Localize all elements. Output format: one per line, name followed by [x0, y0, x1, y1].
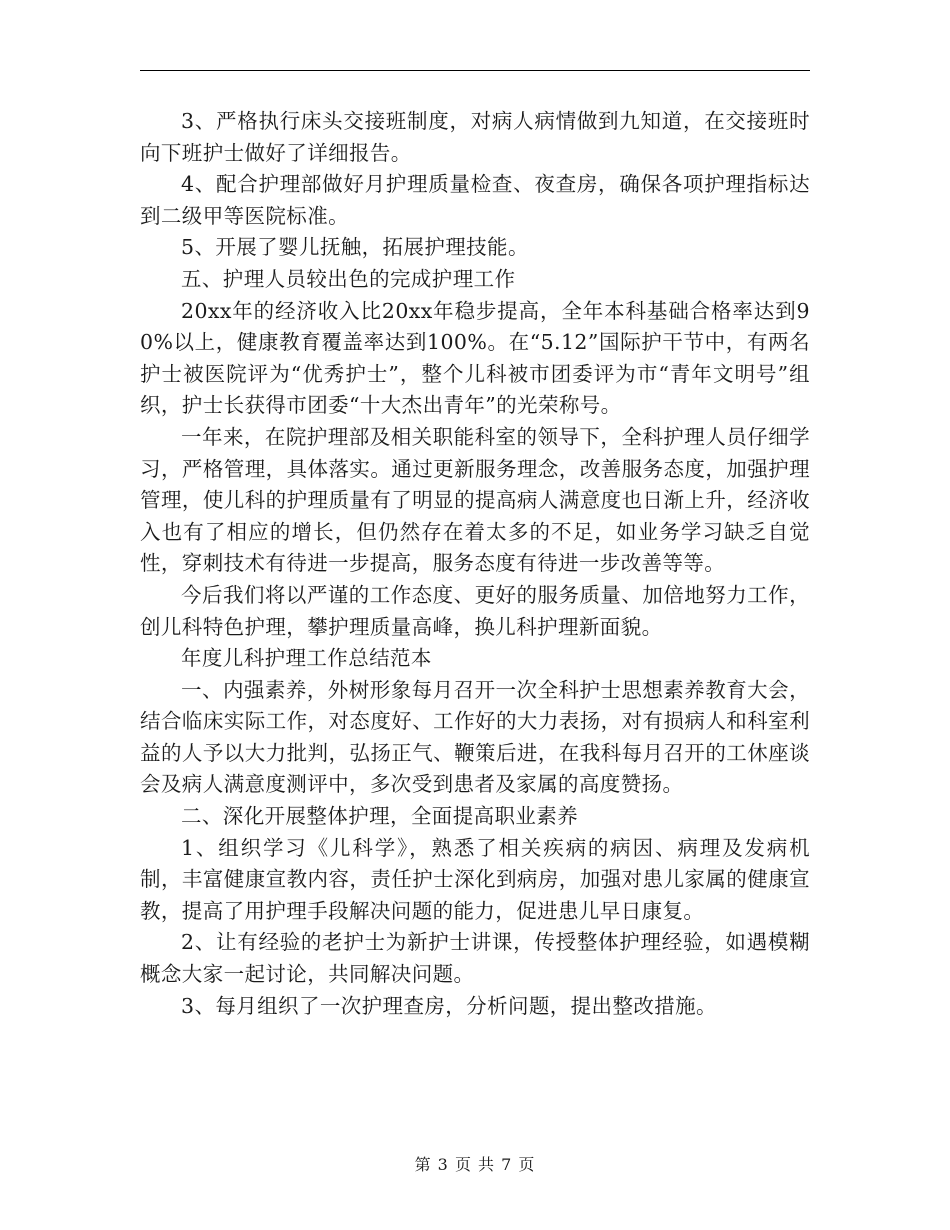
paragraph: 3、严格执行床头交接班制度，对病人病情做到九知道，在交接班时向下班护士做好了详细报告。	[140, 109, 810, 165]
paragraph: 5、开展了婴儿抚触，拓展护理技能。	[181, 235, 529, 260]
document-title: 年度儿科护理工作总结范本	[181, 646, 432, 671]
section-heading: 二、深化开展整体护理，全面提高职业素养	[181, 804, 579, 829]
paragraph: 4、配合护理部做好月护理质量检查、夜查房，确保各项护理指标达到二级甲等医院标准。	[140, 172, 810, 228]
header-rule	[140, 70, 810, 71]
document-body	[140, 106, 810, 1022]
paragraph: 20xx年的经济收入比20xx年稳步提高，全年本科基础合格率达到90%以上，健康教育覆盖率达到100%。在“5.12”国际护干节中，有两名护士被医院评为“优秀护士”，整个儿科被市团委评为市“青年文明号”组织，护士长获得市团委“十大杰出青年”的光荣称号。	[140, 298, 810, 418]
paragraph: 今后我们将以严谨的工作态度、更好的服务质量、加倍地努力工作，创儿科特色护理，攀护理质量高峰，换儿科护理新面貌。	[140, 582, 810, 639]
page-number: 第 3 页 共 7 页	[414, 1155, 536, 1174]
paragraph: 一年来，在院护理部及相关职能科室的领导下，全科护理人员仔细学习，严格管理，具体落实。通过更新服务理念，改善服务态度，加强护理管理，使儿科的护理质量有了明显的提高病人满意度也日渐上升，经济收入也有了相应的增长，但仍然存在着太多的不足，如业务学习缺乏自觉性，穿刺技术有待进一步提高，服务态度有待进一步改善等等。	[140, 424, 810, 576]
paragraph: 2、让有经验的老护士为新护士讲课，传授整体护理经验，如遇模糊概念大家一起讨论，共同解决问题。	[140, 930, 810, 987]
paragraph: 3、每月组织了一次护理查房，分析问题，提出整改措施。	[181, 993, 717, 1018]
page-footer	[0, 1152, 950, 1175]
paragraph: 1、组织学习《儿科学》，熟悉了相关疾病的病因、病理及发病机制，丰富健康宣教内容，责任护士深化到病房，加强对患儿家属的健康宣教，提高了用护理手段解决问题的能力，促进患儿早日康复。	[140, 835, 810, 923]
section-heading: 五、护理人员较出色的完成护理工作	[181, 266, 516, 291]
paragraph: 一、内强素养，外树形象每月召开一次全科护士思想素养教育大会，结合临床实际工作，对态度好、工作好的大力表扬，对有损病人和科室利益的人予以大力批判，弘扬正气、鞭策后进，在我科每月召开的工休座谈会及病人满意度测评中，多次受到患者及家属的高度赞扬。	[140, 677, 810, 797]
